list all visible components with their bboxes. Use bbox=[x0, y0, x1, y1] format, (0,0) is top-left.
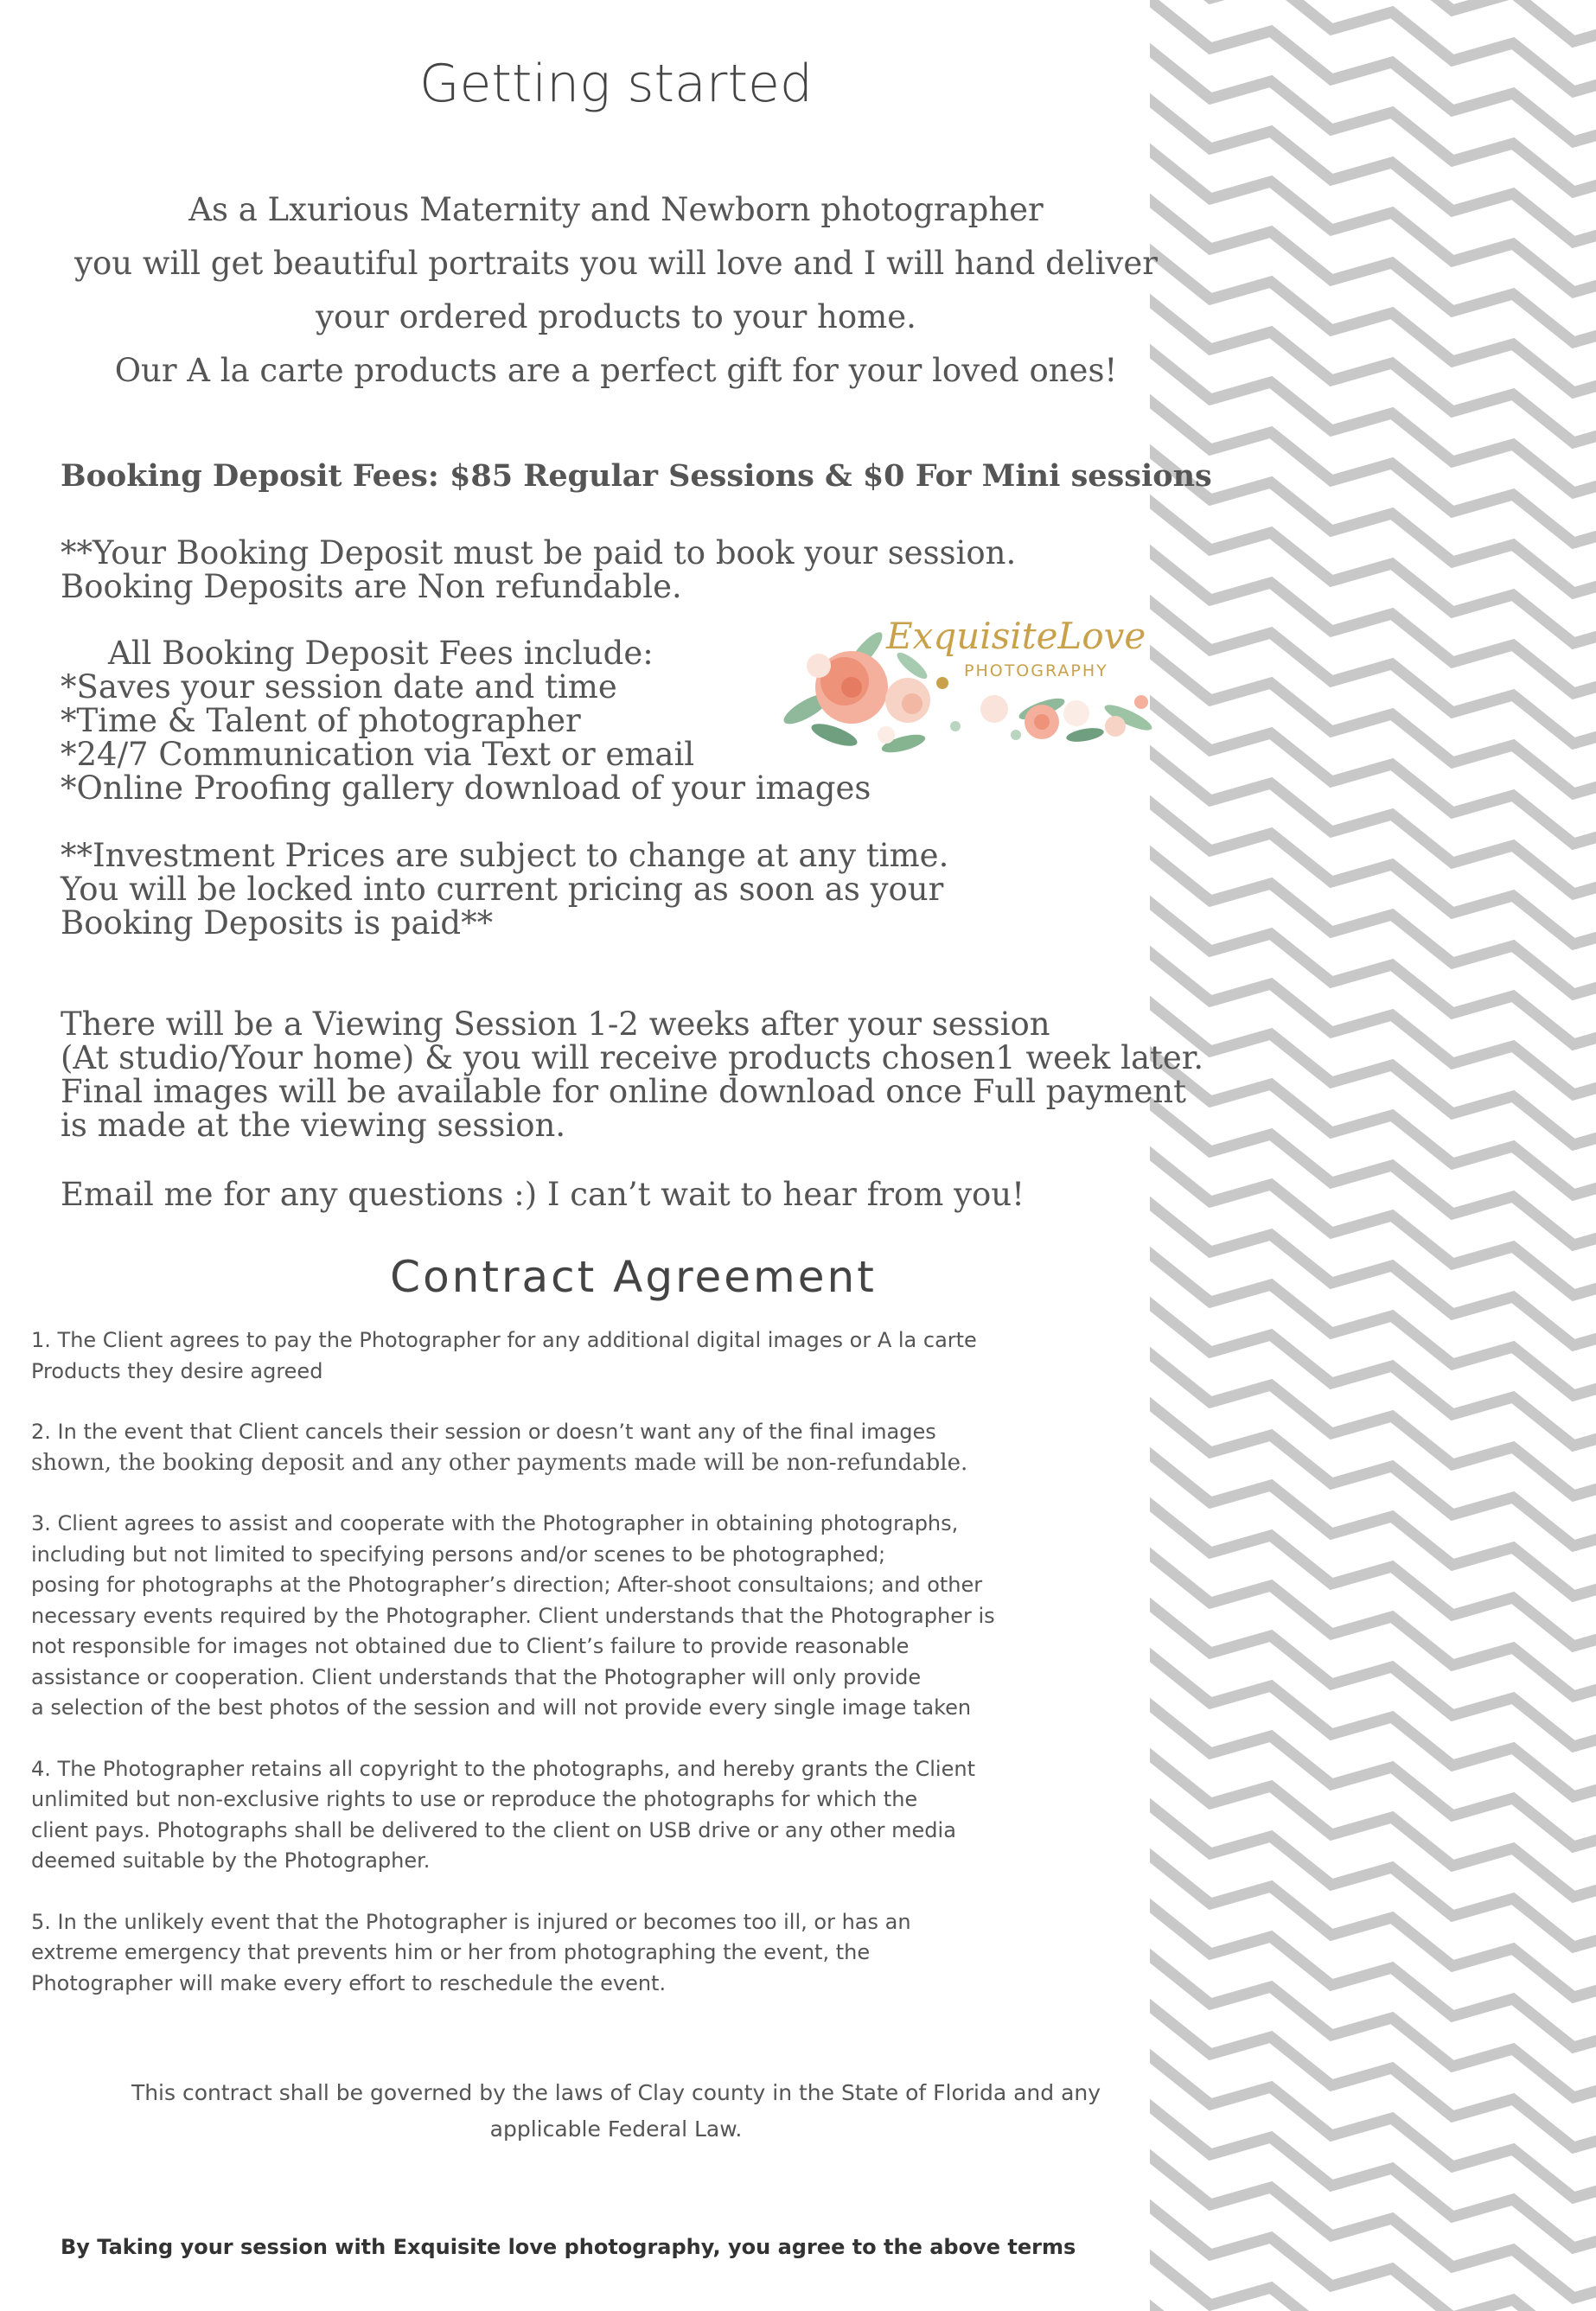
clause-line: extreme emergency that prevents him or her from photographing the event, the bbox=[31, 1940, 871, 1964]
clause-line: 5. In the unlikely event that the Photographer is injured or becomes too ill, or has an bbox=[31, 1909, 911, 1934]
logo-script-text: ExquisiteLove bbox=[886, 615, 1146, 657]
logo-sub-text: PHOTOGRAPHY bbox=[964, 661, 1108, 680]
clause-line: 1. The Client agrees to pay the Photographer for any additional digital images or A la carte bbox=[31, 1328, 977, 1352]
investment-line: Booking Deposits is paid** bbox=[61, 904, 494, 942]
deposit-notice-line: Booking Deposits are Non refundable. bbox=[61, 568, 682, 605]
governing-line: This contract shall be governed by the laws of Clay county in the State of Florida and any bbox=[131, 2080, 1101, 2105]
viewing-line: is made at the viewing session. bbox=[61, 1107, 566, 1144]
deposit-includes bbox=[61, 636, 871, 805]
clause-line: Products they desire agreed bbox=[31, 1358, 323, 1383]
clause-line: posing for photographs at the Photographer’s direction; After-shoot consultaions; and other bbox=[31, 1573, 983, 1597]
intro-line: As a Lxurious Maternity and Newborn photographer bbox=[188, 191, 1044, 228]
investment-line: **Investment Prices are subject to change at any time. bbox=[61, 837, 949, 874]
clause-line: not responsible for images not obtained due to Client’s failure to provide reasonable bbox=[31, 1634, 910, 1658]
agreement-footer: By Taking your session with Exquisite love photography, you agree to the above terms bbox=[61, 2235, 1076, 2259]
intro-line: Our A la carte products are a perfect gift for your loved ones! bbox=[114, 352, 1118, 389]
clause-line: a selection of the best photos of the session and will not provide every single image taken bbox=[31, 1695, 972, 1720]
includes-item: *Time & Talent of photographer bbox=[61, 702, 581, 739]
floral-watercolor-logo bbox=[782, 605, 1167, 765]
clause-5 bbox=[31, 1907, 1190, 2000]
deposit-notice bbox=[61, 536, 1016, 603]
clause-line: shown, the booking deposit and any other payments made will be non-refundable. bbox=[31, 1449, 968, 1476]
clause-line: 2. In the event that Client cancels their session or doesn’t want any of the final images bbox=[31, 1420, 936, 1444]
email-line: Email me for any questions :) I can’t wait to hear from you! bbox=[61, 1176, 1025, 1213]
clause-2 bbox=[31, 1417, 1190, 1478]
clause-line: 3. Client agrees to assist and cooperate with the Photographer in obtaining photographs, bbox=[31, 1511, 959, 1535]
page-title: Getting started bbox=[419, 54, 813, 114]
clause-line: 4. The Photographer retains all copyright to the photographs, and hereby grants the Client bbox=[31, 1756, 975, 1781]
clause-4 bbox=[31, 1754, 1190, 1877]
clause-line: Photographer will make every effort to reschedule the event. bbox=[31, 1970, 667, 1995]
governing-line: applicable Federal Law. bbox=[489, 2116, 743, 2142]
clause-line: deemed suitable by the Photographer. bbox=[31, 1848, 431, 1873]
clause-line: unlimited but non-exclusive rights to use or reproduce the photographs for which the bbox=[31, 1787, 918, 1811]
investment-line: You will be locked into current pricing as soon as your bbox=[61, 871, 944, 908]
viewing-line: (At studio/Your home) & you will receive products chosen1 week later. bbox=[61, 1039, 1204, 1076]
intro-paragraph bbox=[0, 183, 1232, 398]
includes-item: *Saves your session date and time bbox=[61, 668, 617, 705]
right-flower-cluster-icon bbox=[980, 694, 1155, 744]
governing-law bbox=[0, 2075, 1232, 2148]
clause-1 bbox=[31, 1325, 1190, 1387]
clause-line: necessary events required by the Photographer. Client understands that the Photographer is bbox=[31, 1603, 995, 1628]
clause-3 bbox=[31, 1509, 1190, 1724]
clause-line: assistance or cooperation. Client understands that the Photographer will only provide bbox=[31, 1664, 922, 1689]
contract-clauses bbox=[31, 1325, 1190, 2029]
includes-heading: All Booking Deposit Fees include: bbox=[108, 635, 654, 672]
intro-line: you will get beautiful portraits you will love and I will hand deliver bbox=[74, 245, 1158, 282]
deposit-notice-line: **Your Booking Deposit must be paid to book your session. bbox=[61, 534, 1017, 571]
viewing-line: Final images will be available for online download once Full payment bbox=[61, 1073, 1186, 1110]
includes-item: *24/7 Communication via Text or email bbox=[61, 736, 695, 773]
deposit-fees-heading: Booking Deposit Fees: $85 Regular Sessions & $0 For Mini sessions bbox=[61, 458, 1212, 494]
viewing-line: There will be a Viewing Session 1-2 weeks after your session bbox=[61, 1005, 1050, 1043]
includes-item: *Online Proofing gallery download of your images bbox=[61, 769, 871, 807]
investment-notice bbox=[61, 839, 948, 940]
viewing-session-paragraph bbox=[61, 1007, 1203, 1142]
contract-title: Contract Agreement bbox=[390, 1252, 877, 1302]
clause-line: including but not limited to specifying persons and/or scenes to be photographed; bbox=[31, 1542, 886, 1567]
intro-line: your ordered products to your home. bbox=[316, 298, 916, 335]
clause-line: client pays. Photographs shall be delivered to the client on USB drive or any other media bbox=[31, 1817, 956, 1842]
